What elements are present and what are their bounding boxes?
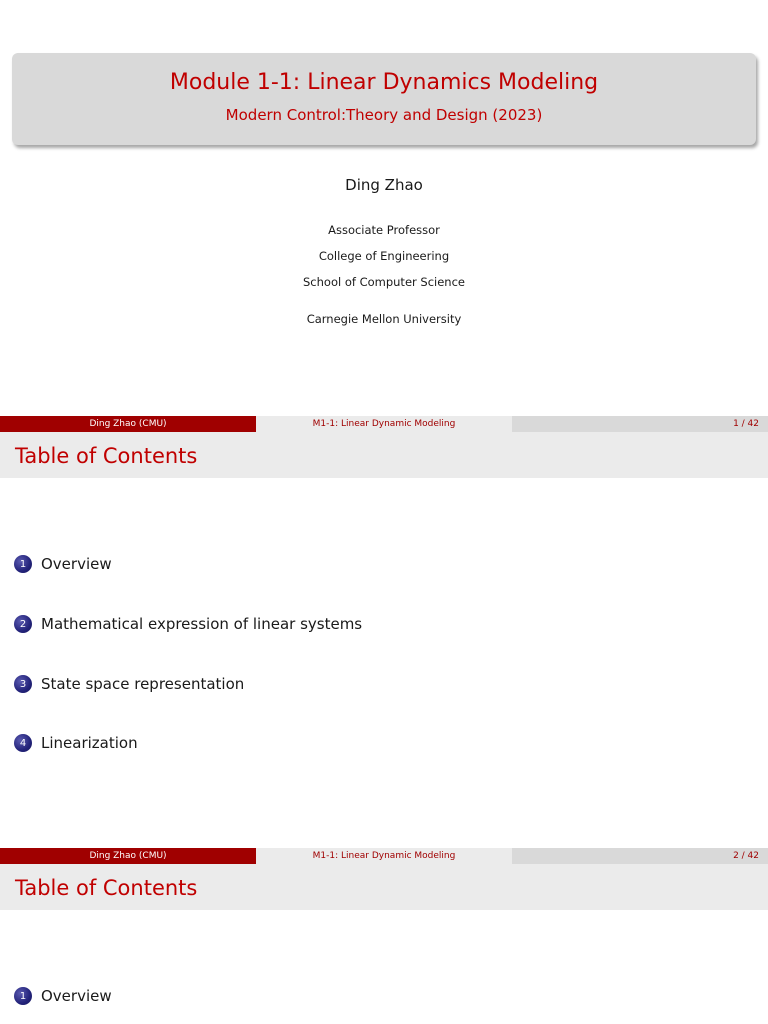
toc-slide <box>0 432 768 864</box>
footer-page-number <box>512 416 768 432</box>
slide-footer <box>0 848 768 864</box>
presentation-subtitle: Modern Control:Theory and Design (2023) <box>225 106 543 124</box>
toc-item-label: State space representation <box>41 675 245 693</box>
frame-title: Table of Contents <box>15 444 198 468</box>
presentation-title: Module 1-1: Linear Dynamics Modeling <box>169 70 599 95</box>
institute-line: College of Engineering <box>318 249 450 263</box>
toc-item-label: Mathematical expression of linear systems <box>41 615 363 633</box>
toc-number-bullet: 1 <box>14 555 32 573</box>
footer-page-number <box>512 848 768 864</box>
footer-short-title: M1-1: Linear Dynamic Modeling <box>256 848 512 864</box>
slide-footer <box>0 416 768 432</box>
footer-short-title: M1-1: Linear Dynamic Modeling <box>256 416 512 432</box>
institute-line: Associate Professor <box>328 223 440 237</box>
toc-item[interactable] <box>14 554 112 574</box>
institute-line: School of Computer Science <box>303 275 465 289</box>
toc-number-bullet: 2 <box>14 615 32 633</box>
toc-number-bullet: 3 <box>14 675 32 693</box>
toc-item[interactable] <box>14 986 112 1006</box>
toc-item[interactable] <box>14 674 244 694</box>
author-name: Ding Zhao <box>345 176 423 194</box>
toc-number-bullet: 4 <box>14 734 32 752</box>
toc-item-label: Overview <box>41 987 112 1005</box>
page-number: 1 / 42 <box>733 419 759 429</box>
toc-item-label: Overview <box>41 555 112 573</box>
title-box <box>12 53 756 145</box>
footer-author: Ding Zhao (CMU) <box>0 416 256 432</box>
institute-line: Carnegie Mellon University <box>306 312 462 326</box>
toc-item-label: Linearization <box>41 734 138 752</box>
title-slide <box>0 0 768 432</box>
frame-title: Table of Contents <box>15 876 198 900</box>
toc-item[interactable] <box>14 733 138 753</box>
footer-author: Ding Zhao (CMU) <box>0 848 256 864</box>
toc-item[interactable] <box>14 614 362 634</box>
toc-slide-partial <box>0 864 768 1024</box>
page-number: 2 / 42 <box>733 851 759 861</box>
toc-number-bullet: 1 <box>14 987 32 1005</box>
